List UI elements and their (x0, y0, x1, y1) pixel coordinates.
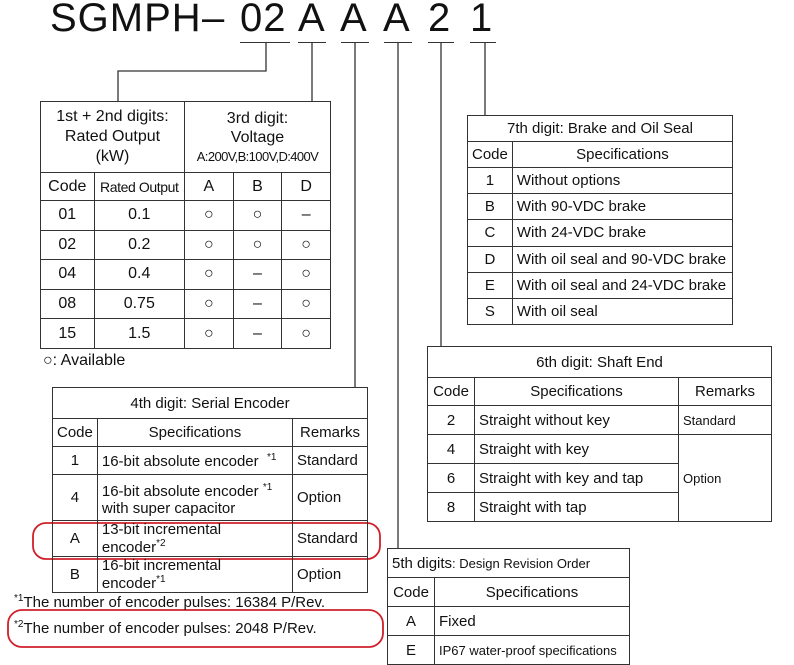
table-row (468, 246, 733, 272)
cell-spec: IP67 water-proof specifications (435, 636, 630, 665)
footnote-1-mark: *1 (14, 593, 24, 604)
table-row (468, 220, 733, 246)
col-code: Code (41, 173, 95, 201)
table-row (53, 475, 368, 521)
rated-output-unit: (kW) (95, 148, 130, 165)
cell-spec: 16-bit absolute encoder (101, 482, 259, 500)
col-code: Code (388, 578, 435, 607)
cell-code: 08 (41, 289, 95, 319)
digits-1-2-heading: 1st + 2nd digits: (56, 108, 169, 125)
footnote-2-mark: *2 (14, 619, 24, 630)
cell-spec: With 90-VDC brake (512, 194, 732, 220)
cell-b: ○ (233, 230, 282, 260)
cell-a: ○ (184, 289, 233, 319)
cell-output: 0.4 (94, 260, 184, 290)
table4-title-bold: 4th digit (130, 394, 183, 412)
cell-code: 8 (428, 493, 475, 522)
cell-code: 1 (468, 168, 513, 194)
cell-output: 0.2 (94, 230, 184, 260)
cell-a: ○ (184, 260, 233, 290)
cell-code: 2 (428, 406, 475, 435)
col-voltage-a: A (184, 173, 233, 201)
cell-code: 04 (41, 260, 95, 290)
cell-code: 4 (53, 475, 98, 521)
cell-remark: Standard (679, 406, 772, 435)
cell-remark: Option (293, 557, 368, 593)
footnote-2-text: The number of encoder pulses: 2048 P/Rev. (23, 620, 317, 637)
cell-code: C (468, 220, 513, 246)
table-row (428, 406, 772, 435)
cell-code: E (388, 636, 435, 665)
model-digit-6: 2 (428, 0, 452, 40)
cell-code: B (53, 557, 98, 593)
available-symbol: ○ (43, 352, 53, 369)
cell-spec: With 24-VDC brake (512, 220, 732, 246)
table-row (428, 435, 772, 464)
cell-a: ○ (184, 230, 233, 260)
table-row (388, 607, 630, 636)
footnote-2 (14, 619, 317, 637)
table-row (468, 194, 733, 220)
cell-code: 1 (53, 447, 98, 475)
cell-d: – (282, 201, 331, 231)
cell-b: – (233, 260, 282, 290)
digit-3-heading: 3rd digit: (226, 109, 289, 127)
cell-d: ○ (282, 230, 331, 260)
design-revision-table (387, 548, 630, 665)
available-legend-text: : Available (52, 352, 126, 369)
shaft-end-table (427, 346, 772, 522)
col-specifications: Specifications (475, 378, 679, 406)
table-row (41, 319, 331, 349)
table-row (41, 289, 331, 319)
cell-spec: 16-bit incremental encoder (101, 557, 222, 592)
cell-code: A (388, 607, 435, 636)
voltage-heading: Voltage (230, 128, 285, 146)
col-specifications: Specifications (435, 578, 630, 607)
voltage-description: A:200V,B:100V,D:400V (196, 148, 319, 164)
table-row (468, 272, 733, 298)
serial-encoder-table (52, 387, 368, 593)
table-row (388, 636, 630, 665)
cell-a: ○ (184, 319, 233, 349)
cell-spec: With oil seal and 24-VDC brake (512, 272, 732, 298)
cell-d: ○ (282, 260, 331, 290)
col-code: Code (428, 378, 475, 406)
rated-output-heading: Rated Output (64, 128, 161, 145)
cell-code: 02 (41, 230, 95, 260)
col-remarks: Remarks (293, 419, 368, 447)
table-row (468, 298, 733, 324)
cell-code: 6 (428, 464, 475, 493)
model-digit-5: A (383, 0, 411, 40)
cell-spec: Without options (512, 168, 732, 194)
cell-remark: Standard (293, 521, 368, 557)
model-digit-7: 1 (470, 0, 494, 40)
col-voltage-d: D (282, 173, 331, 201)
table-row (41, 260, 331, 290)
col-voltage-b: B (233, 173, 282, 201)
col-code: Code (468, 142, 513, 168)
table4-title-rest: : Serial Encoder (182, 394, 290, 412)
table-row (53, 521, 368, 557)
model-digits-1-2: 02 (240, 0, 287, 40)
cell-remark: Option (293, 475, 368, 521)
model-digit-3: A (298, 0, 326, 40)
table-row (53, 447, 368, 475)
table6-title-rest: : Shaft End (588, 353, 663, 371)
table-row (468, 168, 733, 194)
cell-spec: Fixed (435, 607, 630, 636)
col-remarks: Remarks (679, 378, 772, 406)
cell-code: E (468, 272, 513, 298)
cell-output: 0.1 (94, 201, 184, 231)
cell-code: B (468, 194, 513, 220)
footnote-1-text: The number of encoder pulses: 16384 P/Rev. (23, 594, 326, 611)
note-mark: *1 (266, 451, 277, 463)
rated-output-voltage-table (40, 101, 331, 349)
cell-code: A (53, 521, 98, 557)
table7-title-bold: 7th digit (507, 120, 560, 137)
cell-remark: Option (679, 435, 772, 522)
cell-b: – (233, 319, 282, 349)
cell-code: 01 (41, 201, 95, 231)
cell-spec: 13-bit incremental encoder (101, 521, 222, 556)
cell-spec: With oil seal and 90-VDC brake (512, 246, 732, 272)
brake-oil-seal-table (467, 115, 733, 325)
cell-output: 0.75 (94, 289, 184, 319)
model-prefix: SGMPH (50, 0, 202, 40)
col-code: Code (53, 419, 98, 447)
table7-title-rest: : Brake and Oil Seal (559, 120, 693, 137)
table5-title-bold: 5th digits (392, 554, 453, 572)
note-mark: *1 (262, 481, 273, 493)
table6-title-bold: 6th digit (536, 353, 589, 371)
cell-a: ○ (184, 201, 233, 231)
table-row (53, 557, 368, 593)
cell-output: 1.5 (94, 319, 184, 349)
cell-code: 15 (41, 319, 95, 349)
cell-spec: Straight with key and tap (475, 464, 679, 493)
table-row (41, 230, 331, 260)
note-mark: *1 (156, 574, 166, 585)
cell-code: 4 (428, 435, 475, 464)
cell-b: ○ (233, 201, 282, 231)
cell-spec: With oil seal (512, 298, 732, 324)
table-row (41, 201, 331, 231)
cell-d: ○ (282, 289, 331, 319)
cell-spec: Straight with key (475, 435, 679, 464)
cell-spec: Straight without key (475, 406, 679, 435)
availability-legend (43, 352, 125, 370)
cell-d: ○ (282, 319, 331, 349)
note-mark: *2 (156, 538, 166, 549)
model-digit-4: A (340, 0, 368, 40)
col-rated-output: Rated Output (94, 173, 184, 201)
cell-spec: 16-bit absolute encoder (101, 452, 259, 470)
col-specifications: Specifications (97, 419, 292, 447)
cell-code: S (468, 298, 513, 324)
cell-spec: Straight with tap (475, 493, 679, 522)
table5-title-rest: : Design Revision Order (452, 555, 591, 571)
footnote-1 (14, 593, 325, 611)
cell-spec-line2: with super capacitor (101, 499, 236, 517)
cell-remark: Standard (293, 447, 368, 475)
cell-code: D (468, 246, 513, 272)
col-specifications: Specifications (512, 142, 732, 168)
model-dash: – (202, 0, 226, 40)
cell-b: – (233, 289, 282, 319)
